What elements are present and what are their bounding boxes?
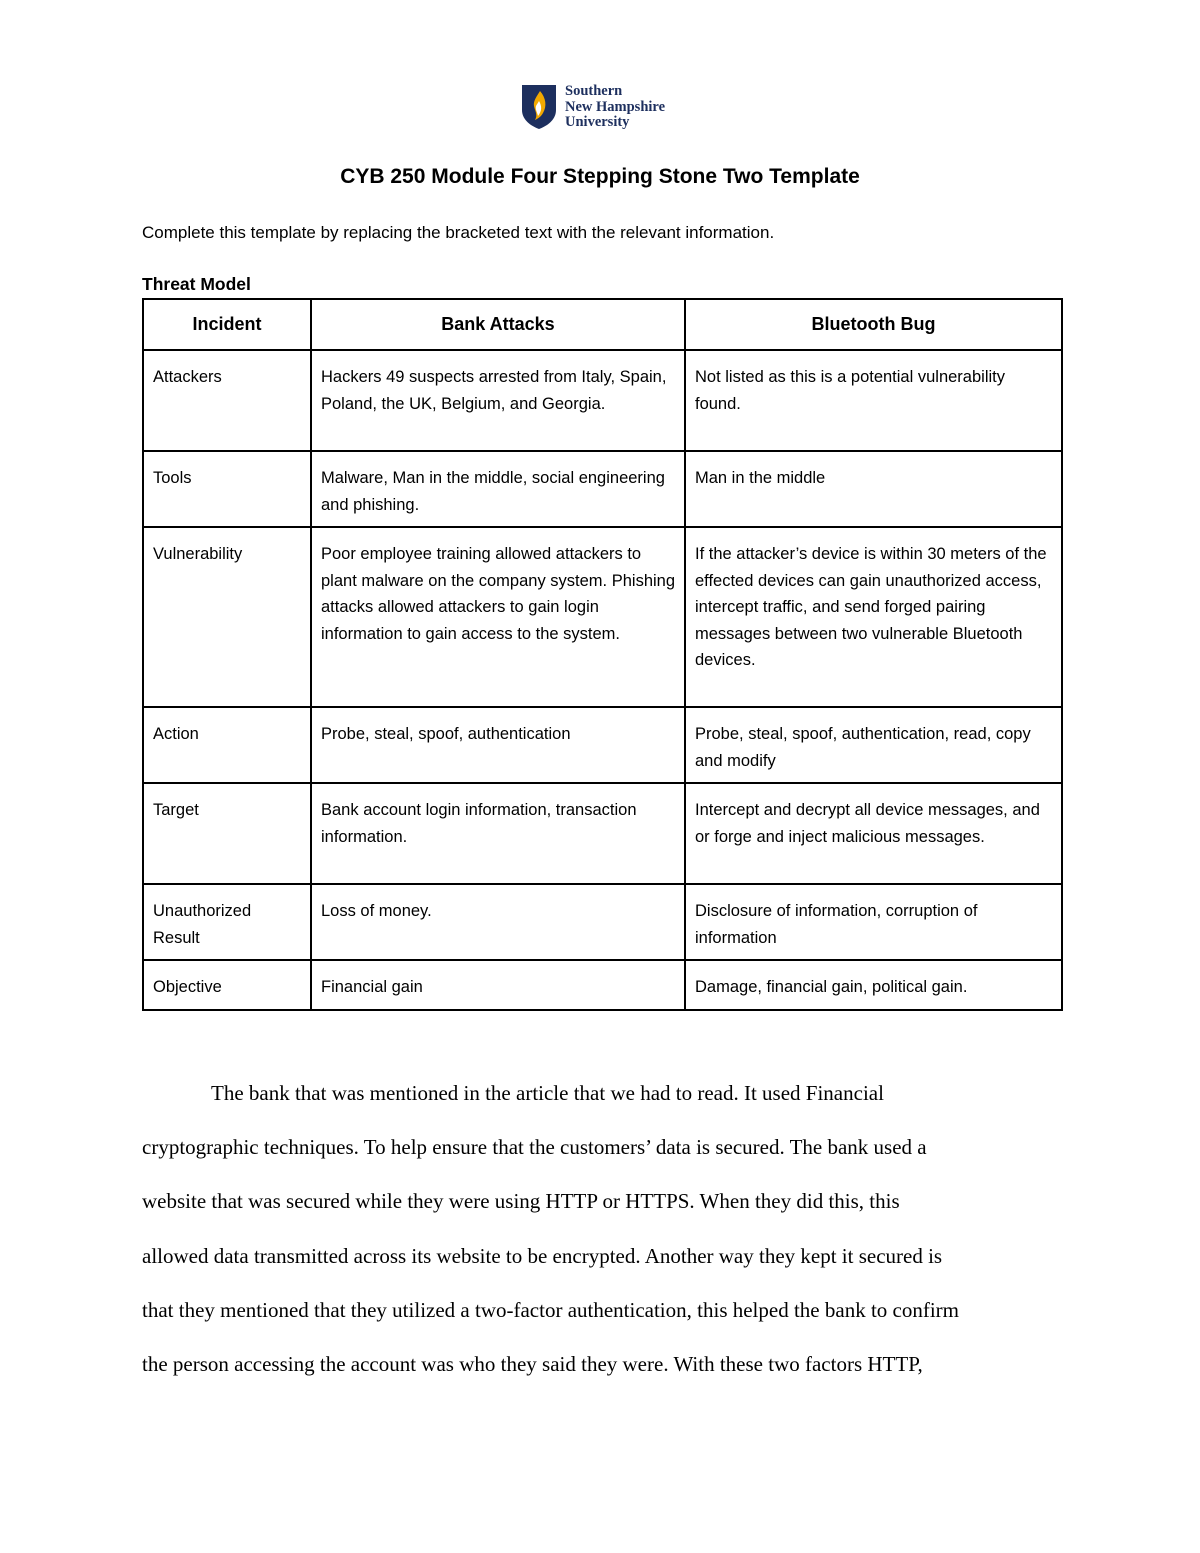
bank-attacks-cell: Malware, Man in the middle, social engineering and phishing. — [311, 451, 685, 527]
bluetooth-bug-cell: Not listed as this is a potential vulnerability found. — [685, 350, 1062, 451]
table-header-row — [143, 299, 1062, 350]
bank-attacks-cell: Hackers 49 suspects arrested from Italy, Spain, Poland, the UK, Belgium, and Georgia. — [311, 350, 685, 451]
instructions-text: Complete this template by replacing the bracketed text with the relevant information. — [142, 223, 775, 242]
essay-paragraph — [142, 1066, 1062, 1391]
bank-attacks-cell: Probe, steal, spoof, authentication — [311, 707, 685, 783]
section-heading-threat-model: Threat Model — [142, 274, 251, 294]
bluetooth-bug-cell: Probe, steal, spoof, authentication, read, copy and modify — [685, 707, 1062, 783]
threat-model-table — [142, 298, 1063, 1011]
bluetooth-bug-cell: Intercept and decrypt all device messages, and or forge and inject malicious messages. — [685, 783, 1062, 884]
table-row — [143, 960, 1062, 1010]
bank-attacks-cell: Financial gain — [311, 960, 685, 1010]
essay-line: cryptographic techniques. To help ensure that the customers’ data is secured. The bank used a — [142, 1135, 927, 1160]
bank-attacks-cell: Loss of money. — [311, 884, 685, 960]
row-label: Action — [143, 707, 311, 783]
logo-line-new-hampshire: New Hampshire — [565, 98, 666, 115]
header-bluetooth-bug: Bluetooth Bug — [685, 299, 1062, 350]
table-row — [143, 884, 1062, 960]
table-row — [143, 451, 1062, 527]
row-label: Objective — [143, 960, 311, 1010]
row-label: Unauthorized Result — [143, 884, 311, 960]
header-incident: Incident — [143, 299, 311, 350]
row-label: Tools — [143, 451, 311, 527]
university-logo — [521, 84, 665, 131]
university-wordmark — [565, 84, 665, 131]
header-bank-attacks: Bank Attacks — [311, 299, 685, 350]
row-label: Vulnerability — [143, 527, 311, 707]
table-row — [143, 350, 1062, 451]
bluetooth-bug-cell: If the attacker’s device is within 30 meters of the effected devices can gain unauthorized access, intercept traffic, and send forged pairing messages between two vulnerable Bluetooth devices. — [685, 527, 1062, 707]
table-row — [143, 783, 1062, 884]
bluetooth-bug-cell: Man in the middle — [685, 451, 1062, 527]
document-title: CYB 250 Module Four Stepping Stone Two Template — [340, 165, 860, 188]
table-row — [143, 527, 1062, 707]
bluetooth-bug-cell: Disclosure of information, corruption of information — [685, 884, 1062, 960]
logo-line-university: University — [565, 114, 630, 130]
row-label: Target — [143, 783, 311, 884]
shield-flame-icon — [521, 84, 557, 130]
essay-line: the person accessing the account was who they said they were. With these two factors HTTP, — [142, 1352, 923, 1377]
bluetooth-bug-cell: Damage, financial gain, political gain. — [685, 960, 1062, 1010]
logo-line-southern: Southern — [565, 83, 623, 99]
essay-line: allowed data transmitted across its website to be encrypted. Another way they kept it secured is — [142, 1243, 943, 1268]
row-label: Attackers — [143, 350, 311, 451]
essay-line: that they mentioned that they utilized a two-factor authentication, this helped the bank to confirm — [142, 1297, 960, 1322]
bank-attacks-cell: Bank account login information, transaction information. — [311, 783, 685, 884]
table-row — [143, 707, 1062, 783]
essay-line: website that was secured while they were using HTTP or HTTPS. When they did this, this — [142, 1189, 900, 1214]
bank-attacks-cell: Poor employee training allowed attackers to plant malware on the company system. Phishing attacks allowed attackers to gain login information to gain access to the system. — [311, 527, 685, 707]
essay-line: The bank that was mentioned in the article that we had to read. It used Financial — [211, 1081, 884, 1105]
